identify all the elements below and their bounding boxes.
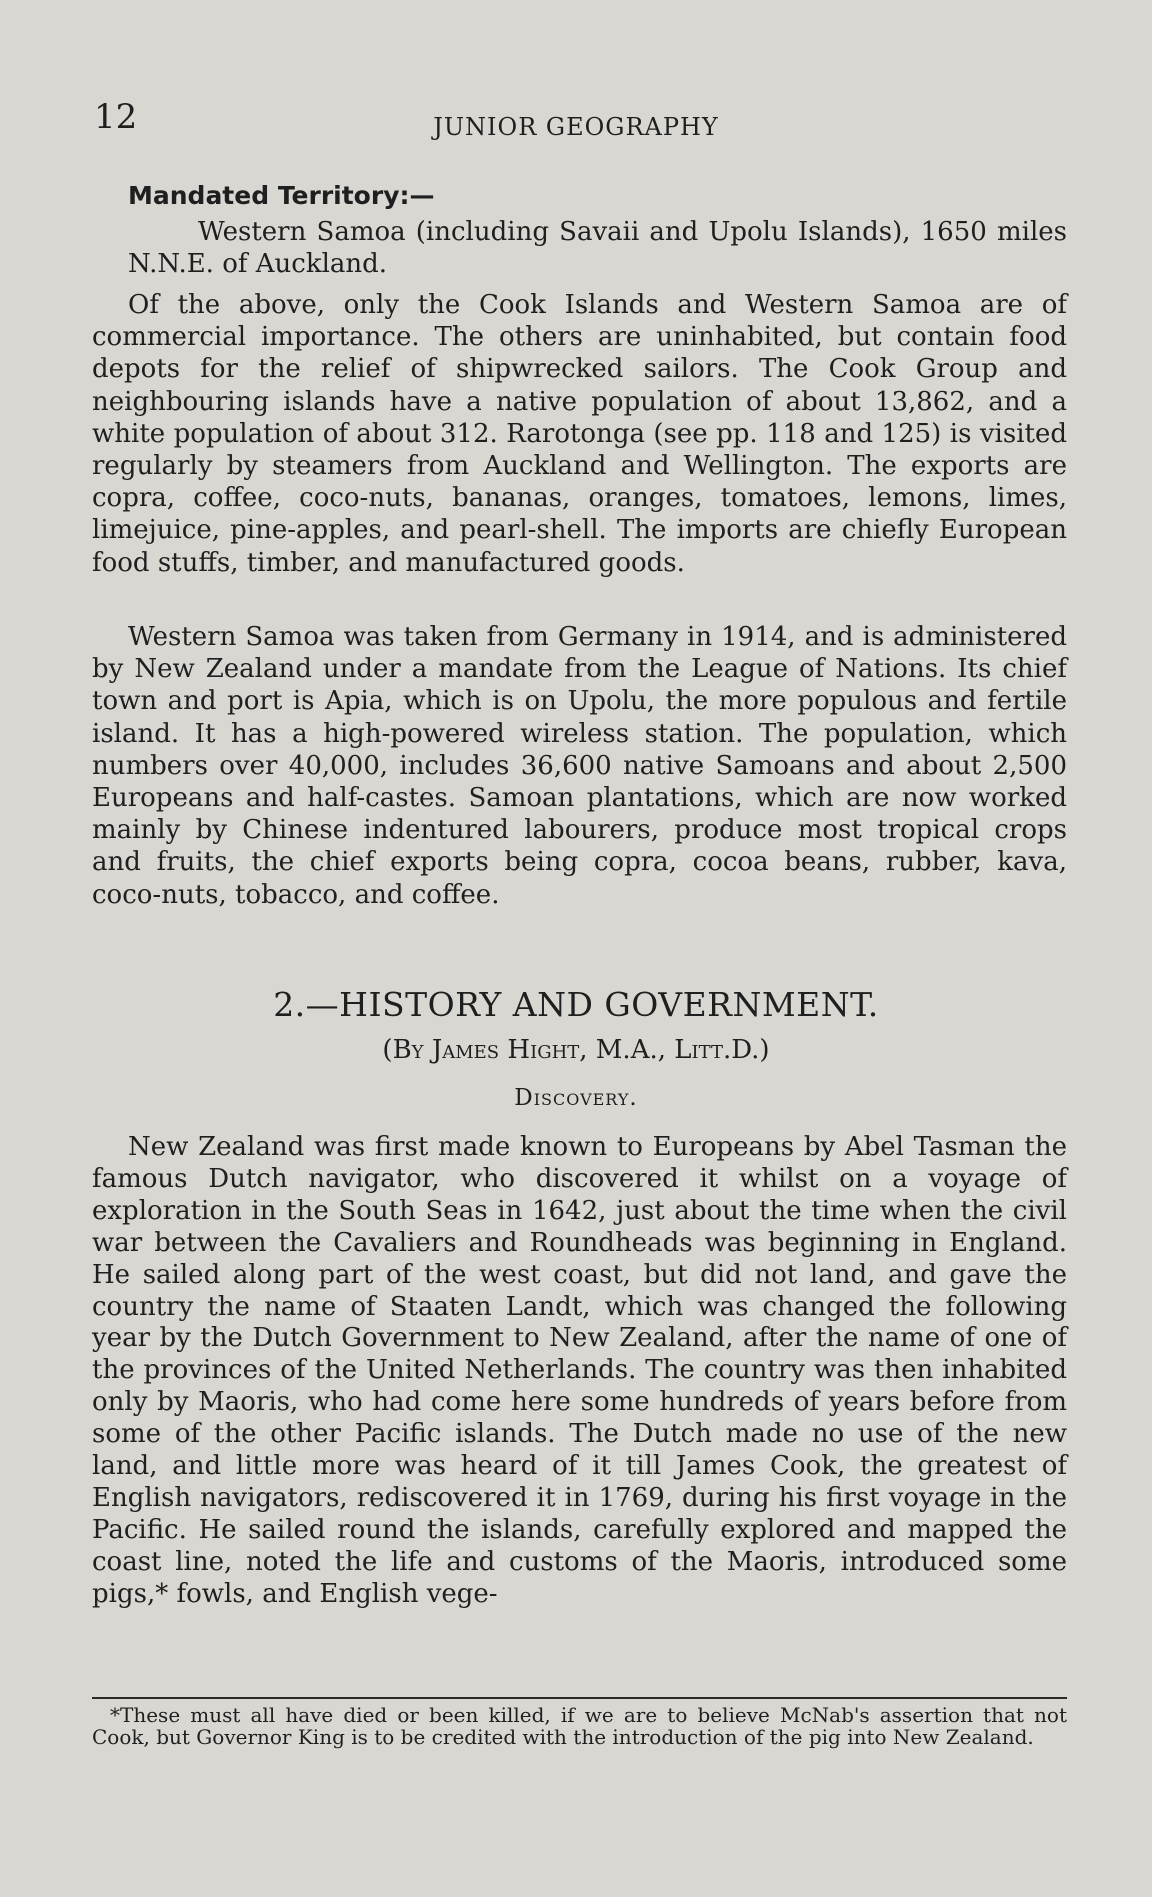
running-head: JUNIOR GEOGRAPHY bbox=[433, 113, 719, 141]
page-number: 12 bbox=[94, 97, 138, 137]
paragraph-discovery: New Zealand was first made known to Europeans by Abel Tasman the famous Dutch navigator, who discovered it whilst on a voyage of exploration in the South Seas in 1642, just about the time when the civil war between the Cavaliers and Roundheads was beginning in England. He sailed along part of the west coast, but did not land, and gave the country the name of Staaten Landt, which was changed the following year by the Dutch Government to New Zealand, after the name of one of the provinces of the United Netherlands. The country was then inhabited only by Maoris, who had come here some hundreds of years before from some of the other Pacific islands. The Dutch made no use of the new land, and little more was heard of it till James Cook, the greatest of English navigators, rediscovered it in 1769, during his first voyage in the Pacific. He sailed round the islands, carefully explored and mapped the coast line, noted the life and customs of the Maoris, introduced some pigs,* fowls, and English vege- bbox=[92, 1132, 1067, 1609]
footnote-rule bbox=[92, 1697, 1067, 1699]
mandated-territory-heading: Mandated Territory:— bbox=[128, 181, 435, 210]
author-byline: (By James Hight, M.A., Litt.D.) bbox=[382, 1035, 770, 1065]
paragraph-cook-islands: Of the above, only the Cook Islands and Western Samoa are of commercial importance. The others are uninhabited, but contain food depots for the relief of shipwrecked sailors. The Cook Group and neighbouring islands have a native population of about 13,862, and a white population of about 312. Rarotonga (see pp. 118 and 125) is visited regularly by steamers from Auckland and Wellington. The exports are copra, coffee, coco-nuts, bananas, oranges, tomatoes, lemons, limes, limejuice, pine-apples, and pearl-shell. The imports are chiefly European food stuffs, timber, and manufactured goods. bbox=[92, 290, 1067, 578]
section-heading: 2.—HISTORY AND GOVERNMENT. bbox=[273, 985, 879, 1024]
footnote: *These must all have died or been killed, if we are to believe McNab's assertion that not Cook, but Governor King is to be credited with the introduction of the pig into New Zealand. bbox=[92, 1703, 1067, 1749]
mandated-territory-body: Western Samoa (including Savaii and Upolu Islands), 1650 miles N.N.E. of Auckland. bbox=[128, 217, 1067, 280]
discovery-subheading: Discovery. bbox=[514, 1085, 638, 1111]
paragraph-western-samoa: Western Samoa was taken from Germany in 1914, and is administered by New Zealand under a mandate from the League of Nations. Its chief town and port is Apia, which is on Upolu, the more populous and fertile island. It has a high-powered wireless station. The population, which numbers over 40,000, includes 36,600 native Samoans and about 2,500 Europeans and half-castes. Samoan plantations, which are now worked mainly by Chinese indentured labourers, produce most tropical crops and fruits, the chief exports being copra, cocoa beans, rubber, kava, coco-nuts, tobacco, and coffee. bbox=[92, 622, 1067, 910]
